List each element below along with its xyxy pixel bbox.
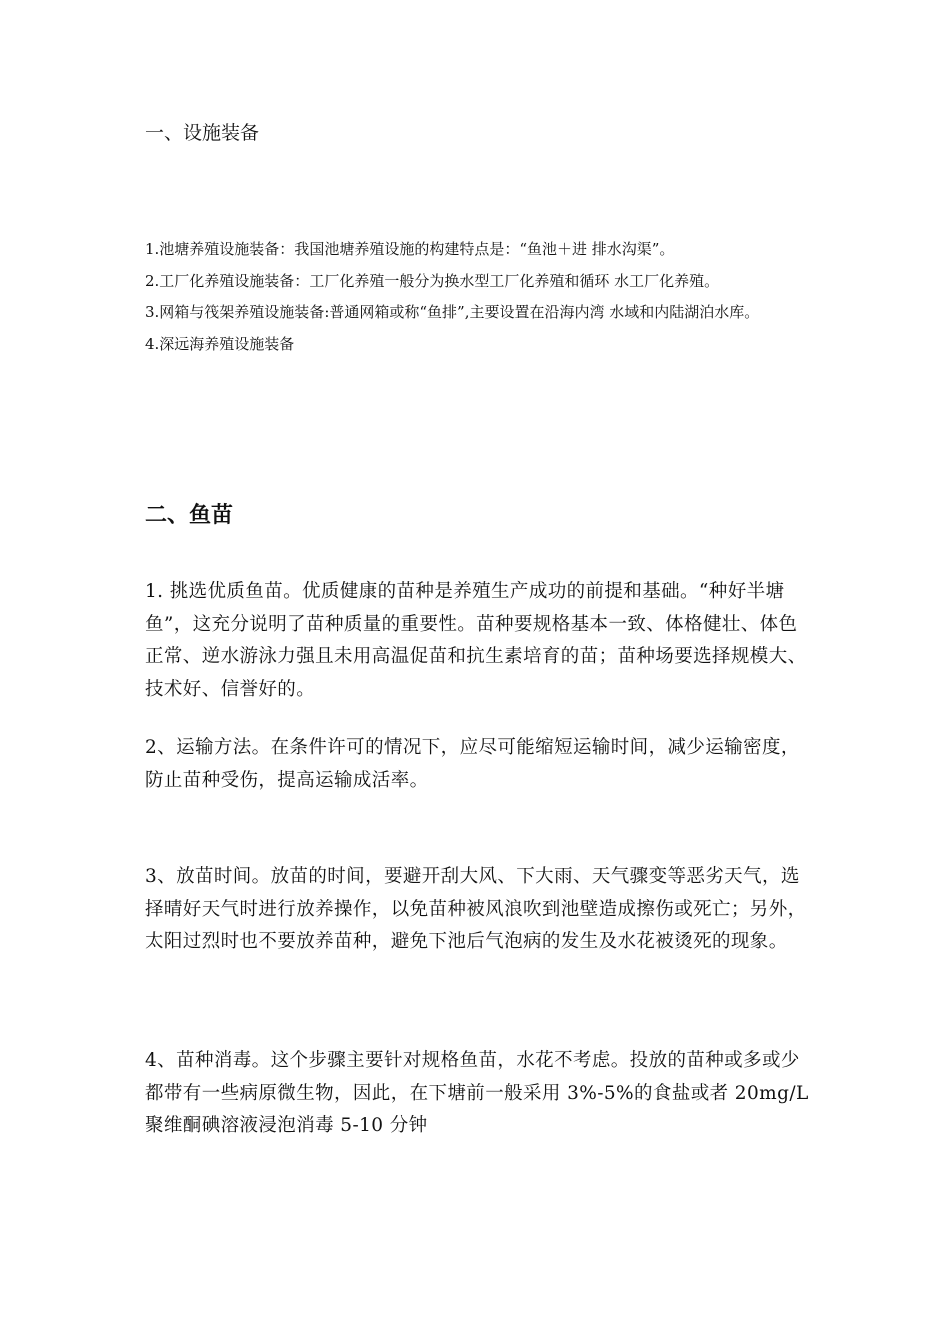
paragraph-transport: 2、运输方法。在条件许可的情况下，应尽可能缩短运输时间，减少运输密度，防止苗种受伤，提高运输成活率。 — [145, 737, 800, 791]
facilities-list — [145, 234, 825, 360]
paragraph-select-fry: 1. 挑选优质鱼苗。优质健康的苗种是养殖生产成功的前提和基础。“种好半塘鱼”，这充分说明了苗种质量的重要性。苗种要规格基本一致、体格健壮、体色正常、逆水游泳力强且未用高温促苗和抗生素培育的苗；苗种场要选择规模大、技术好、信誉好的。 — [145, 581, 807, 701]
list-item: 4.深远海养殖设施装备 — [145, 334, 295, 353]
list-item: 3.网箱与筏架养殖设施装备:普通网箱或称“鱼排”,主要设置在沿海内湾 水域和内陆湖泊水库。 — [145, 303, 760, 321]
list-item: 2.工厂化养殖设施装备：工厂化养殖一般分为换水型工厂化养殖和循环 水工厂化养殖。 — [145, 271, 720, 290]
list-item: 1.池塘养殖设施装备：我国池塘养殖设施的构建特点是：“鱼池＋进 排水沟渠”。 — [145, 240, 675, 258]
paragraph-disinfection: 4、苗种消毒。这个步骤主要针对规格鱼苗，水花不考虑。投放的苗种或多或少都带有一些病原微生物，因此，在下塘前一般采用 3%-5%的食盐或者 20mg/L 聚维酮碘溶液浸泡消毒 5-10 分钟 — [145, 1050, 809, 1137]
section-heading-facilities: 一、设施装备 — [145, 122, 260, 144]
paragraph-release-time: 3、放苗时间。放苗的时间，要避开刮大风、下大雨、天气骤变等恶劣天气，选择晴好天气时进行放养操作，以免苗种被风浪吹到池壁造成擦伤或死亡；另外，太阳过烈时也不要放养苗种，避免下池后气泡病的发生及水花被烫死的现象。 — [145, 866, 807, 953]
section-heading-fry: 二、鱼苗 — [145, 503, 234, 528]
